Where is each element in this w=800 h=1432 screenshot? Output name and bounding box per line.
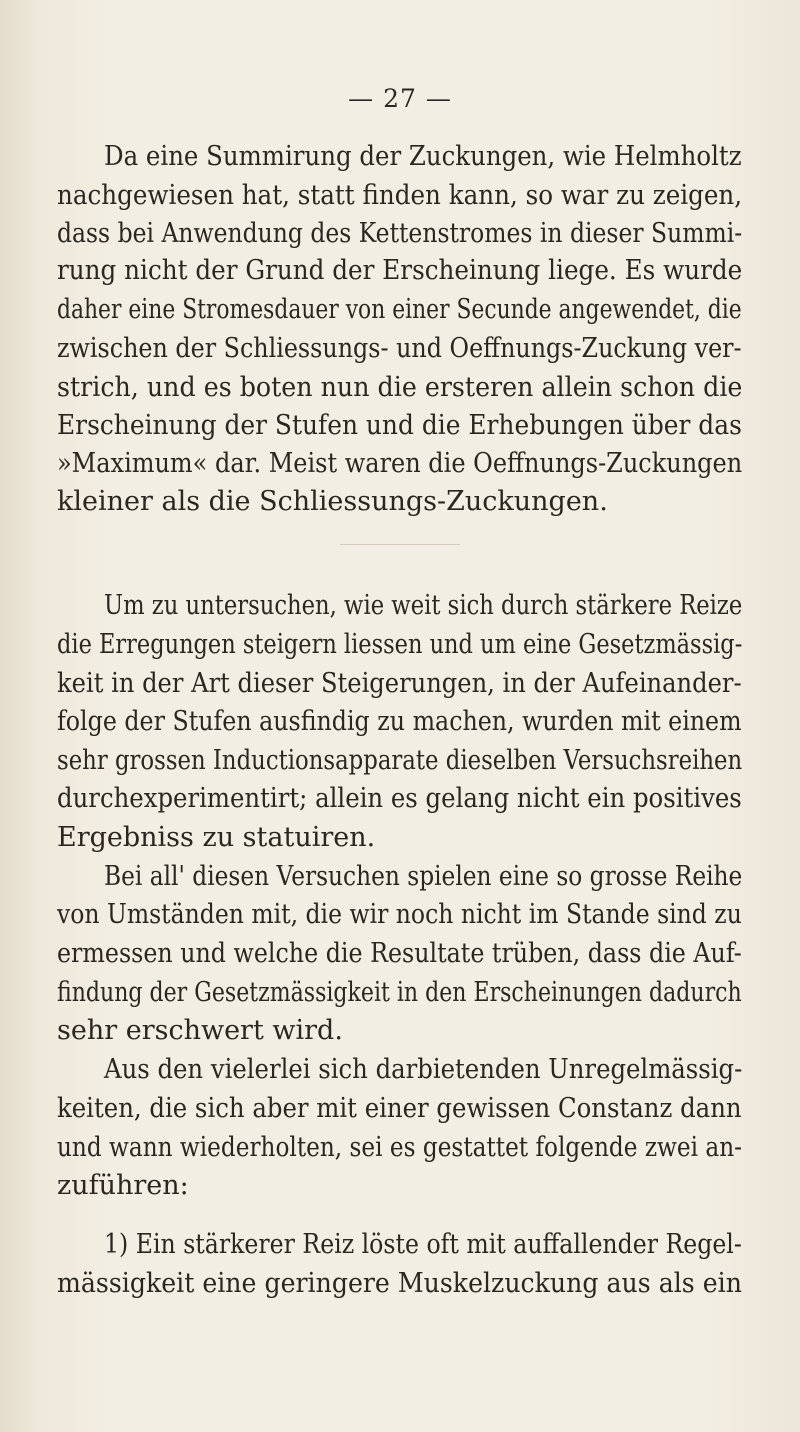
text-line: durchexperimentirt; allein es gelang nicht ein positives xyxy=(57,783,742,814)
text-line: strich, und es boten nun die ersteren allein schon die xyxy=(57,372,743,403)
text-line: ermessen und welche die Resultate trüben, dass die Auf- xyxy=(57,938,742,969)
section-divider xyxy=(340,544,460,545)
text-line: folge der Stufen ausfindig zu machen, wurden mit einem xyxy=(57,706,742,737)
text-line: nachgewiesen hat, statt finden kann, so war zu zeigen, xyxy=(57,180,743,211)
text-line: sehr grossen Inductionsapparate dieselben Versuchsreihen xyxy=(57,745,743,776)
text-line: Erscheinung der Stufen und die Erhebungen über das xyxy=(57,410,742,441)
text-line: von Umständen mit, die wir noch nicht im Stande sind zu xyxy=(57,899,742,930)
text-line: Um zu untersuchen, wie weit sich durch stärkere Reize xyxy=(104,590,743,621)
text-line: »Maximum« dar. Meist waren die Oeffnungs-Zuckungen xyxy=(57,448,743,479)
text-line: keit in der Art dieser Steigerungen, in der Aufeinander- xyxy=(57,668,742,699)
text-line: und wann wiederholten, sei es gestattet folgende zwei an- xyxy=(57,1132,742,1163)
text-line: rung nicht der Grund der Erscheinung liege. Es wurde xyxy=(57,255,743,286)
text-line: daher eine Stromesdauer von einer Secunde angewendet, die xyxy=(57,294,742,325)
text-line: mässigkeit eine geringere Muskelzuckung aus als ein xyxy=(57,1268,742,1299)
text-line: Bei all' diesen Versuchen spielen eine so grosse Reihe xyxy=(104,861,743,892)
text-line: Ergebniss zu statuiren. xyxy=(57,822,376,853)
text-line: findung der Gesetzmässigkeit in den Erscheinungen dadurch xyxy=(57,977,742,1008)
text-line: die Erregungen steigern liessen und um eine Gesetzmässig- xyxy=(57,629,743,660)
text-line: zuführen: xyxy=(57,1170,189,1201)
text-line: dass bei Anwendung des Kettenstromes in dieser Summi- xyxy=(57,218,743,249)
text-line: 1) Ein stärkerer Reiz löste oft mit auffallender Regel- xyxy=(104,1229,742,1260)
text-line: sehr erschwert wird. xyxy=(57,1015,343,1046)
text-line: kleiner als die Schliessungs-Zuckungen. xyxy=(57,486,608,517)
page-number: — 27 — xyxy=(348,84,452,113)
text-line: Da eine Summirung der Zuckungen, wie Helmholtz xyxy=(104,141,742,172)
text-line: keiten, die sich aber mit einer gewissen Constanz dann xyxy=(57,1093,742,1124)
text-line: Aus den vielerlei sich darbietenden Unregelmässig- xyxy=(104,1054,743,1085)
text-line: zwischen der Schliessungs- und Oeffnungs-Zuckung ver- xyxy=(57,333,742,364)
